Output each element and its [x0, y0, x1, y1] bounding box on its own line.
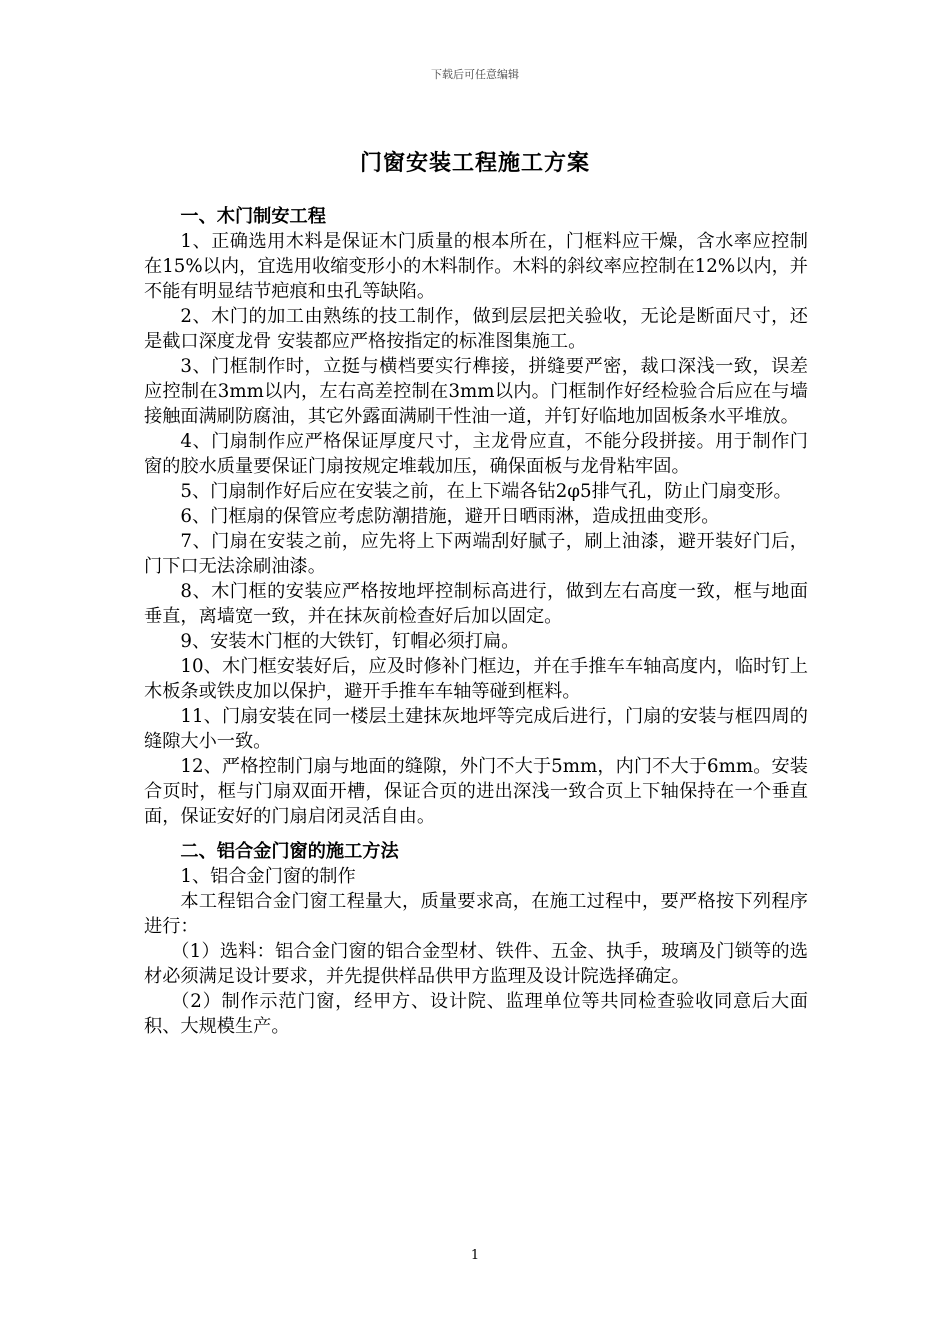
paragraph: （1）选料：铝合金门窗的铝合金型材、铁件、五金、执手，玻璃及门锁等的选材必须满足设计要求，并先提供样品供甲方监理及设计院选择确定。: [144, 941, 808, 987]
section-heading-aluminum-windows: 二、铝合金门窗的施工方法: [180, 841, 399, 862]
paragraph: 5、门扇制作好后应在安装之前，在上下端各钻2φ5排气孔，防止门扇变形。: [180, 481, 792, 502]
paragraph: 1、正确选用木料是保证木门质量的根本所在，门框料应干燥，含水率应控制在15%以内，宜选用收缩变形小的木料制作。木料的斜纹率应控制在12%以内，并不能有明显结节疤痕和虫孔等缺陷。: [144, 231, 808, 302]
paragraph: 9、安装木门框的大铁钉，钉帽必须打扁。: [180, 631, 520, 652]
paragraph: 7、门扇在安装之前，应先将上下两端刮好腻子，刷上油漆，避开装好门后，门下口无法涂刷油漆。: [144, 531, 808, 577]
page-number: 1: [470, 1248, 480, 1263]
paragraph: 本工程铝合金门窗工程量大，质量要求高，在施工过程中，要严格按下列程序进行：: [144, 891, 808, 937]
paragraph: 2、木门的加工由熟练的技工制作，做到层层把关验收，无论是断面尺寸，还是截口深度龙骨 安装都应严格按指定的标准图集施工。: [144, 306, 808, 352]
paragraph: 6、门框扇的保管应考虑防潮措施，避开日晒雨淋，造成扭曲变形。: [180, 506, 720, 527]
paragraph: 4、门扇制作应严格保证厚度尺寸，主龙骨应直，不能分段拼接。用于制作门窗的胶水质量要保证门扇按规定堆载加压，确保面板与龙骨粘牢固。: [144, 431, 808, 477]
paragraph: 8、木门框的安装应严格按地坪控制标高进行，做到左右高度一致，框与地面垂直，离墙宽一致，并在抹灰前检查好后加以固定。: [144, 581, 808, 627]
paragraph: 3、门框制作时，立挺与横档要实行榫接，拼缝要严密，裁口深浅一致，误差应控制在3mm以内，左右高差控制在3mm以内。门框制作好经检验合后应在与墙接触面满刷防腐油，其它外露面满刷干性油一道，并钉好临地加固板条水平堆放。: [144, 356, 808, 427]
paragraph: （2）制作示范门窗，经甲方、设计院、监理单位等共同检查验收同意后大面积、大规模生产。: [144, 991, 808, 1037]
header-note: 下载后可任意编辑: [431, 68, 519, 81]
subheading: 1、铝合金门窗的制作: [180, 866, 356, 887]
document-title: 门窗安装工程施工方案: [359, 150, 590, 176]
document-body: [144, 204, 808, 1039]
paragraph: 10、木门框安装好后，应及时修补门框边，并在手推车车轴高度内，临时钉上木板条或铁皮加以保护，避开手推车车轴等碰到框料。: [144, 656, 808, 702]
paragraph: 12、严格控制门扇与地面的缝隙，外门不大于5mm，内门不大于6mm。安装合页时，框与门扇双面开槽，保证合页的进出深浅一致合页上下轴保持在一个垂直面，保证安好的门扇启闭灵活自由。: [144, 756, 808, 827]
paragraph: 11、门扇安装在同一楼层土建抹灰地坪等完成后进行，门扇的安装与框四周的缝隙大小一致。: [144, 706, 808, 752]
section-heading-wooden-doors: 一、木门制安工程: [180, 206, 326, 227]
